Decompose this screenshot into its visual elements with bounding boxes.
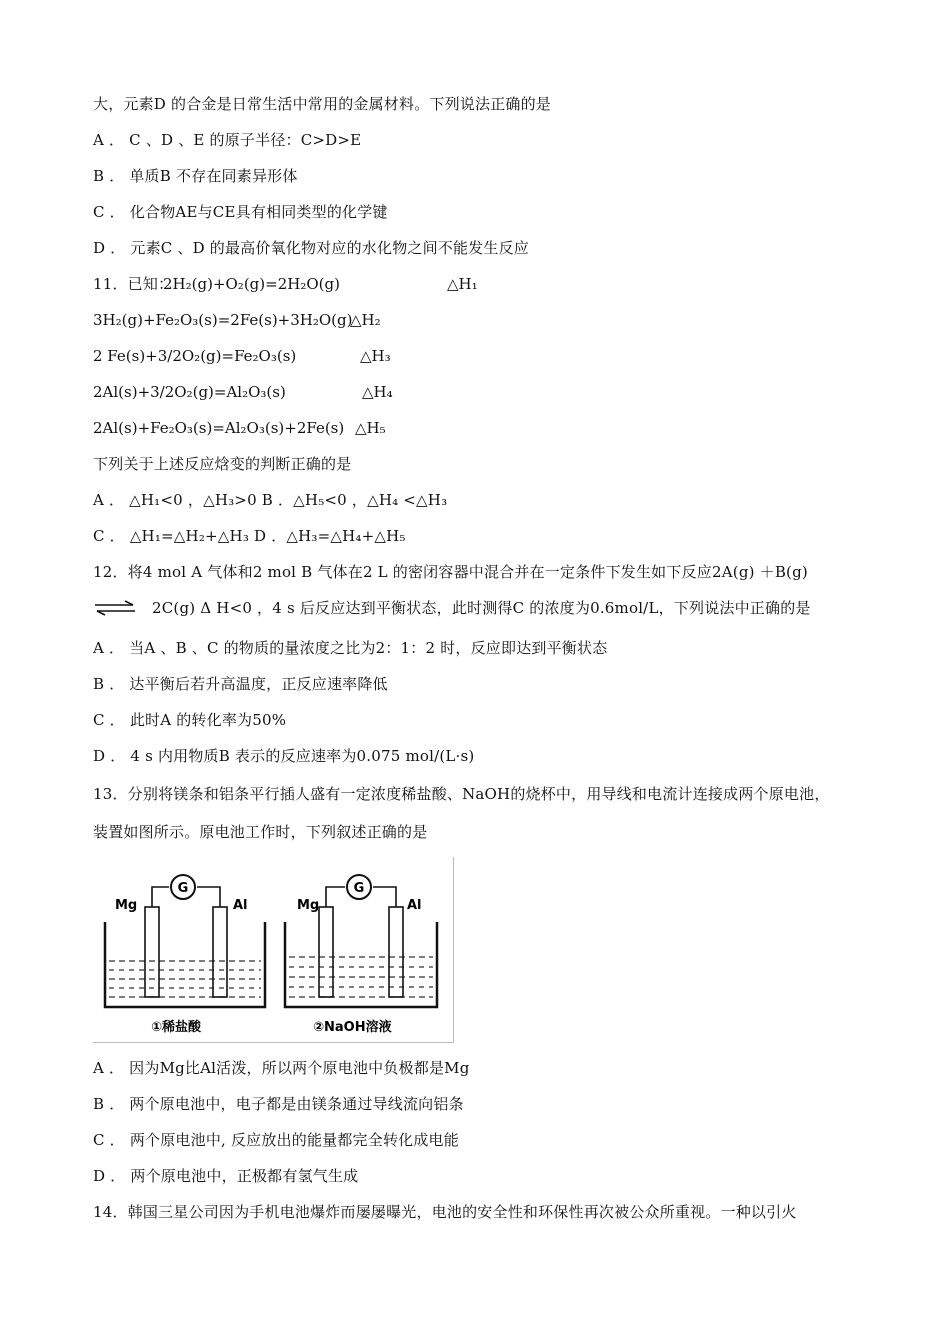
q13-option-c: C ． 两个原电池中, 反应放出的能量都完全转化成电能 — [93, 1131, 459, 1149]
q10-option-b: B ． 单质B 不存在同素异形体 — [93, 167, 298, 185]
q13-stem-2: 装置如图所示。原电池工作时，下列叙述正确的是 — [93, 823, 428, 841]
right-cell-caption: ②NaOH溶液 — [313, 1020, 392, 1035]
right-cathode-label: Al — [407, 898, 422, 913]
q11-question: 下列关于上述反应焓变的判断正确的是 — [93, 455, 352, 473]
q12-option-b: B ． 达平衡后若升高温度，正反应速率降低 — [93, 675, 388, 693]
galvanic-cells-diagram — [93, 857, 453, 1042]
q11-eq2: 3H₂(g)+Fe₂O₃(s)=2Fe(s)+3H₂O(g) — [93, 311, 353, 329]
right-anode-label: Mg — [297, 898, 320, 913]
q11-eq1-dh: △H₁ — [447, 275, 478, 293]
equilibrium-arrow-icon — [93, 600, 137, 616]
q12-option-c: C ． 此时A 的转化率为50% — [93, 711, 287, 729]
right-meter-label: G — [353, 881, 365, 896]
left-cell — [105, 875, 265, 1035]
q13-stem-1: 13．分别将镁条和铝条平行插人盛有一定浓度稀盐酸、NaOH的烧杯中，用导线和电流计连接成两个原电池， — [93, 785, 830, 803]
q11-eq2-dh: △H₂ — [350, 311, 381, 329]
q11-options-ab: A ． △H₁<0 ，△H₃>0 B ．△H₅<0 ，△H₄ <△H₃ — [93, 491, 448, 509]
galvanic-cells-figure — [93, 857, 454, 1043]
q11-eq4: 2Al(s)+3/2O₂(g)=Al₂O₃(s) — [93, 383, 286, 401]
q12-stem-1: 12．将4 mol A 气体和2 mol B 气体在2 L 的密闭容器中混合并在一定条件下发生如下反应2A(g) ＋B(g) — [93, 563, 808, 581]
q10-option-d: D ． 元素C 、D 的最高价氧化物对应的水化物之间不能发生反应 — [93, 239, 530, 257]
q11-eq5: 2Al(s)+Fe₂O₃(s)=Al₂O₃(s)+2Fe(s) — [93, 419, 345, 437]
q14-stem-1: 14．韩国三星公司因为手机电池爆炸而屡屡曝光，电池的安全性和环保性再次被公众所重视。一种以引火 — [93, 1203, 797, 1221]
left-meter-label: G — [177, 881, 189, 896]
q10-option-c: C ． 化合物AE与CE具有相同类型的化学键 — [93, 203, 388, 221]
q11-eq4-dh: △H₄ — [362, 383, 393, 401]
right-cell — [285, 875, 437, 1035]
q11-number: 11．已知： — [93, 275, 174, 293]
q10-option-a: A ． C 、D 、E 的原子半径：C>D>E — [93, 131, 362, 149]
q11-options-cd: C ． △H₁=△H₂+△H₃ D ．△H₃=△H₄+△H₅ — [93, 527, 406, 545]
left-anode-label: Mg — [115, 898, 138, 913]
q11-eq1: 2H₂(g)+O₂(g)=2H₂O(g) — [163, 275, 340, 293]
q12-option-d: D ． 4 s 内用物质B 表示的反应速率为0.075 mol/(L·s) — [93, 747, 475, 765]
q11-eq5-dh: △H₅ — [355, 419, 386, 437]
q10-stem-continuation: 大，元素D 的合金是日常生活中常用的金属材料。下列说法正确的是 — [93, 95, 551, 113]
q13-option-b: B ． 两个原电池中，电子都是由镁条通过导线流向铝条 — [93, 1095, 464, 1113]
q12-option-a: A ． 当A 、B 、C 的物质的量浓度之比为2：1：2 时，反应即达到平衡状态 — [93, 639, 608, 657]
left-cell-caption: ①稀盐酸 — [151, 1020, 202, 1035]
q13-option-a: A ． 因为Mg比Al活泼，所以两个原电池中负极都是Mg — [93, 1059, 470, 1077]
q13-option-d: D ． 两个原电池中，正极都有氢气生成 — [93, 1167, 359, 1185]
q11-eq3-dh: △H₃ — [360, 347, 391, 365]
left-cathode-label: Al — [233, 898, 248, 913]
q12-stem-2: 2C(g) Δ H<0 ，4 s 后反应达到平衡状态，此时测得C 的浓度为0.6mol/L，下列说法中正确的是 — [152, 599, 811, 617]
q11-eq3: 2 Fe(s)+3/2O₂(g)=Fe₂O₃(s) — [93, 347, 297, 365]
